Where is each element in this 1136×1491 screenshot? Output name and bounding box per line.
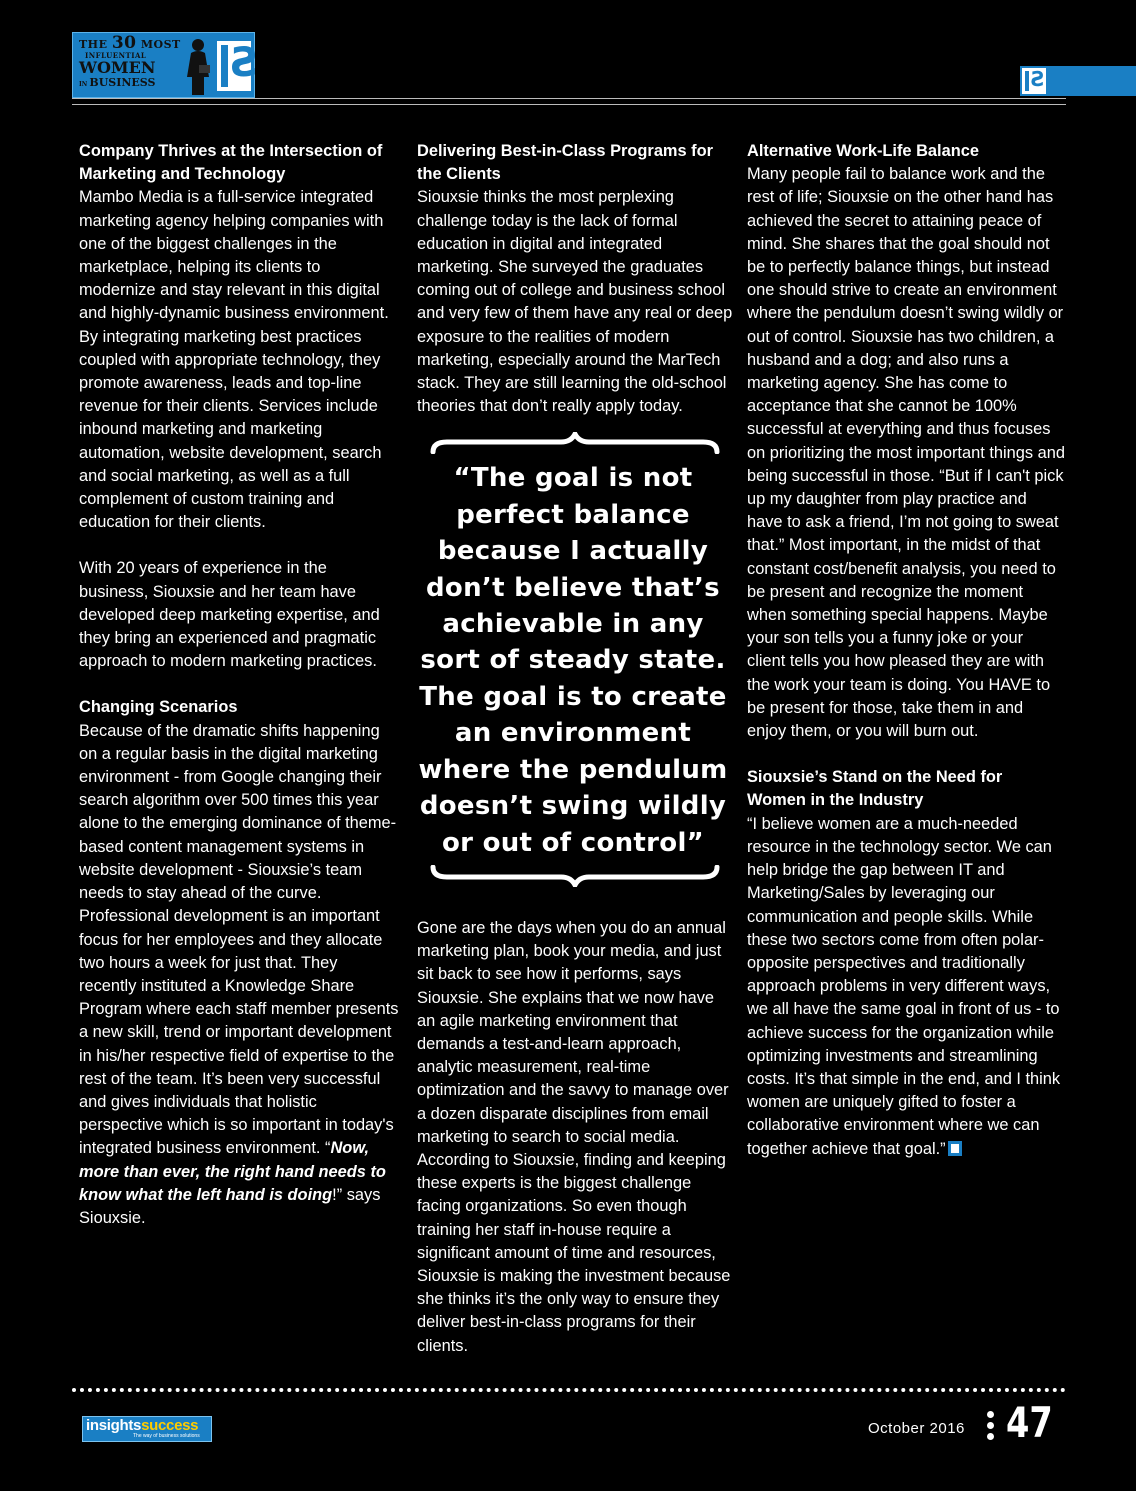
brand-logo-icon: S (217, 41, 251, 91)
paragraph: Many people fail to balance work and the rest of life; Siouxsie on the other hand has achieved the secret to attaining peace of mind. She shares that the goal should not be to perfectly balance things, but instead one should strive to create an environment where the pendulum doesn’t swing wildly or out of control. Siouxsie has two children, a husband and a dog; and also runs a marketing agency. She has come to acceptance that she cannot be 100% successful at everything and thus focuses on prioritizing the most important things and being successful in those. “But if I can't pick up my daughter from play practice and have to ask a friend, I’m not going to sweat that.” Most important, in the midst of that constant cost/benefit analysis, you need to be present and recognize the moment when something special happens. Maybe your son tells you a funny joke or your client tells you how pleased they are with the work your team is doing. You HAVE to be present for those, take them in and enjoy them, or you will burn out. (747, 165, 1065, 741)
section-heading: Company Thrives at the Intersection of Marketing and Technology (79, 142, 383, 184)
paragraph: Siouxsie thinks the most perplexing challenge today is the lack of formal education in digital and integrated marketing. She surveyed the graduates coming out of college and business school and very few of them have any real or deep exposure to the realities of modern marketing, especially around the MarTech stack. They are still learning the old-school theories that don’t really apply today. (417, 188, 733, 416)
section-heading: Changing Scenarios (79, 698, 238, 717)
paragraph: “I believe women are a much-needed resource in the technology sector. We can help bridge the gap between IT and Marketing/Sales by leveraging our communication and people skills. While these two sectors come from often polar-opposite perspectives and traditionally approach problems in very different ways, we all have the same goal in front of us - to achieve success for the organization while optimizing investments and streamlining costs. It’s that simple in the end, and I think women are uniquely gifted to foster a collaborative environment where we can together achieve that goal.” (747, 814, 1061, 1158)
paragraph: Because of the dramatic shifts happening on a regular basis in the digital marketing environment - from Google changing their search algorithm over 500 times this year alone to the emerging dominance of theme-based content management systems in website development - Siouxsie’s team needs to stay ahead of the curve. Professional development is an important focus for her employees and they allocate two hours a week for just that. They recently instituted a Knowledge Share Program where each staff member presents a new skill, trend or important development in his/her respective field of expertise to the rest of the team. It’s been very successful and gives individuals that holistic perspective which is so important in today's integrated business environment. “Now, more than ever, the right hand needs to know what the left hand is doing!” says Siouxsie. (79, 721, 399, 1227)
section-heading: Alternative Work-Life Balance (747, 142, 979, 160)
article-column-1 (79, 140, 399, 1230)
dots-separator-icon (987, 1411, 995, 1447)
page-number: 47 (1006, 1398, 1053, 1447)
corner-brand-tab (1020, 66, 1136, 96)
issue-date: October 2016 (868, 1420, 965, 1437)
header-rule (72, 98, 1066, 99)
end-mark-icon (948, 1141, 962, 1156)
paragraph: Mambo Media is a full-service integrated marketing agency helping companies with one of the biggest challenges in the marketplace, helping its clients to modernize and stay relevant in this digital and highly-dynamic business environment. By integrating marketing best practices coupled with appropriate technology, they promote awareness, leads and top-line revenue for their clients. Services include inbound marketing and marketing automation, website development, search and social marketing, as well as a full complement of custom training and education for their clients. (79, 188, 389, 532)
article-column-2 (417, 140, 735, 1358)
footer-dotted-rule (72, 1388, 1066, 1392)
paragraph: With 20 years of experience in the business, Siouxsie and her team have developed deep marketing expertise, and they bring an experienced and pragmatic approach to modern marketing practices. (79, 559, 380, 671)
emphasis-quote: Now, more than ever, the right hand needs to know what the left hand is doing (79, 1139, 386, 1204)
badge-title: THE 30 MOST INFLUENTIAL WOMEN IN BUSINESS (79, 33, 181, 89)
woman-silhouette-icon (185, 37, 211, 95)
brace-top-icon (429, 432, 721, 454)
header-badge (72, 32, 258, 98)
footer-logo: insightssuccess The way of business solutions (82, 1416, 212, 1442)
section-heading: Delivering Best-in-Class Programs for the Clients (417, 142, 714, 184)
article-column-3 (747, 140, 1065, 1161)
paragraph: Gone are the days when you do an annual marketing plan, book your media, and just sit back to see how it performs, says Siouxsie. She explains that we now have an agile marketing environment that demands a test-and-learn approach, analytic measurement, real-time optimization and the savvy to manage over a dozen disparate disciplines from email marketing to search to social media. According to Siouxsie, finding and keeping these experts is the biggest challenge facing organizations. So even though training her staff in-house require a significant amount of time and resources, Siouxsie is making the investment because she thinks it’s the only way to ensure they deliver best-in-class programs for their clients. (417, 918, 731, 1355)
header-rule (72, 104, 1066, 105)
section-heading: Siouxsie’s Stand on the Need for Women in the Industry (747, 768, 1003, 810)
brand-logo-icon: S (1022, 68, 1046, 94)
pull-quote: “The goal is not perfect balance because I actually don’t believe that’s achievable in any sort of steady state. The goal is to create an environment where the pendulum doesn’t swing wildly or out of control” (418, 463, 728, 858)
brace-bottom-icon (429, 865, 721, 887)
